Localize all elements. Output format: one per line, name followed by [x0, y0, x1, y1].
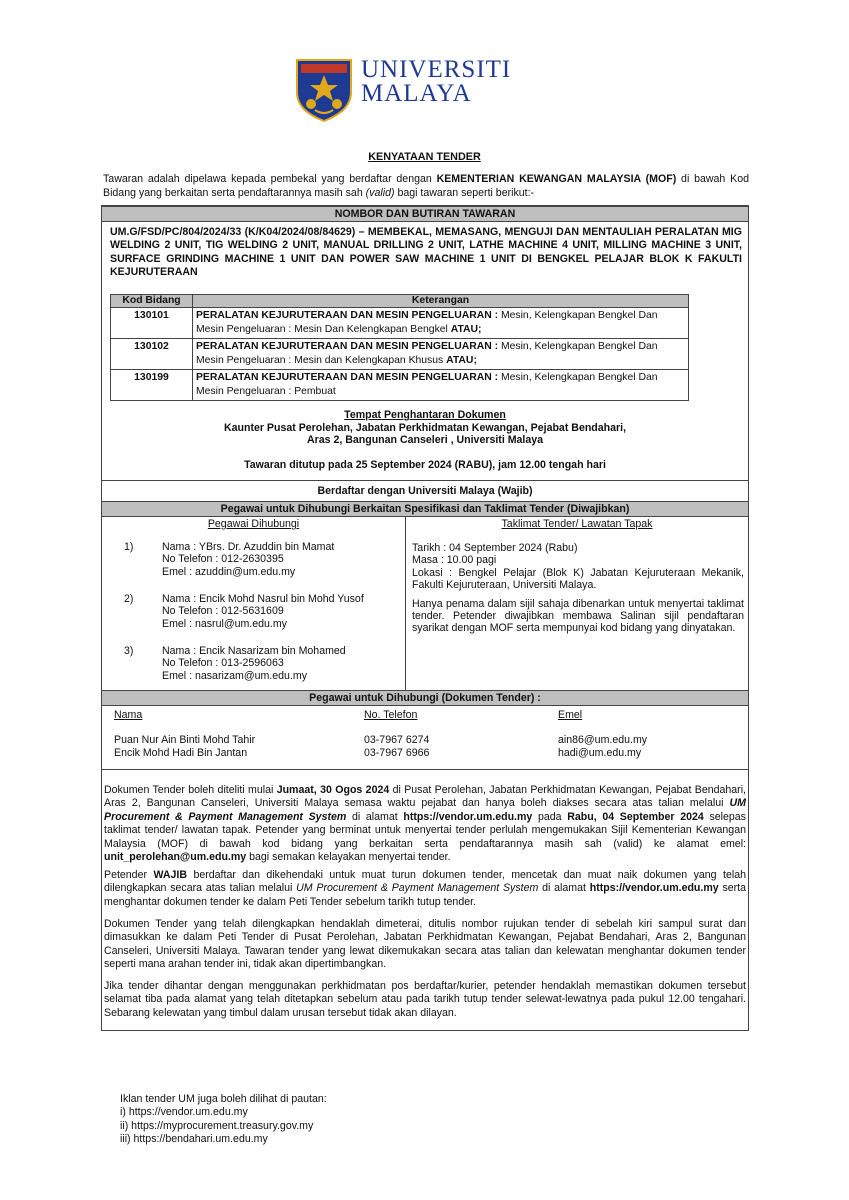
- code-row: [111, 308, 689, 339]
- divider: [102, 769, 748, 770]
- doc-contact-name: Puan Nur Ain Binti Mohd Tahir: [114, 734, 256, 746]
- paragraph-document-access: [104, 784, 746, 864]
- officer-entry: [114, 541, 404, 581]
- delivery-title: Tempat Penghantaran Dokumen: [344, 409, 506, 421]
- tender-section-header: NOMBOR DAN BUTIRAN TAWARAN: [102, 206, 748, 222]
- column-divider: [405, 517, 406, 690]
- footer-links: [120, 1093, 327, 1147]
- briefing-details: [412, 542, 744, 641]
- p2-wajib: WAJIB: [153, 869, 188, 881]
- university-crest-icon: [295, 58, 353, 122]
- officer-name: Nama : Encik Mohd Nasrul bin Mohd Yusof: [162, 593, 364, 605]
- logo-wordmark: [361, 58, 511, 106]
- doc-contacts-name-header: Nama: [114, 709, 143, 721]
- doc-contact-phone: 03-7967 6966: [364, 747, 430, 759]
- briefing-note: Hanya penama dalam sijil sahaja dibenarkan untuk menyertai taklimat tender. Petender diwajibkan membawa Salinan sijil pendaftaran syarikat dengan MOF serta mempunyai kod bidang yang dinyatakan.: [412, 597, 744, 635]
- p1-date: Jumaat, 30 Ogos 2024: [276, 784, 390, 796]
- officer-name: Nama : Encik Nasarizam bin Mohamed: [162, 645, 346, 657]
- p1-date-2: Rabu, 04 September 2024: [567, 810, 704, 823]
- p1-system: UM Procurement & Payment Management System: [104, 797, 746, 823]
- officer-phone: No Telefon : 012-2630395: [162, 553, 284, 566]
- doc-contacts-email-header: Emel: [558, 709, 583, 721]
- officer-email: Emel : nasarizam@um.edu.my: [162, 669, 307, 682]
- briefing-location: Lokasi : Bengkel Pelajar (Blok K) Jabatan Kejuruteraan Mekanik, Fakulti Kejuruteraan, Universiti Malaya.: [412, 566, 744, 592]
- code-suffix: ATAU;: [450, 324, 482, 335]
- p2-text: serta menghantar dokumen tender ke dalam Peti Tender sebelum tarikh tutup tender.: [104, 882, 747, 908]
- p2-system: UM Procurement & Payment Management System: [296, 882, 539, 895]
- closing-date: Tawaran ditutup pada 25 September 2024 (RABU), jam 12.00 tengah hari: [244, 459, 606, 471]
- p2-link: https://vendor.um.edu.my: [589, 882, 719, 895]
- p2-text: di alamat: [538, 882, 590, 895]
- code-description: [193, 339, 689, 370]
- contact-section-header: Pegawai untuk Dihubungi Berkaitan Spesifikasi dan Taklimat Tender (Diwajibkan): [102, 501, 748, 517]
- footer-link[interactable]: i) https://vendor.um.edu.my: [120, 1106, 248, 1119]
- tender-frame: [101, 205, 749, 1031]
- code-row: [111, 370, 689, 401]
- code-category: PERALATAN KEJURUTERAAN DAN MESIN PENGELUARAN :: [196, 310, 499, 321]
- officer-entry: [114, 593, 404, 633]
- intro-text-2: di bawah Kod Bidang yang berkaitan serta pendaftarannya masih sah: [103, 173, 749, 199]
- university-logo: [295, 58, 545, 122]
- code-description: [193, 370, 689, 401]
- code-row: [111, 339, 689, 370]
- delivery-line1: Kaunter Pusat Perolehan, Jabatan Perkhidmatan Kewangan, Pejabat Bendahari,: [223, 421, 627, 434]
- officer-email: Emel : azuddin@um.edu.my: [162, 565, 296, 578]
- p2-text: Petender: [104, 869, 154, 881]
- briefing-column-title: Taklimat Tender/ Lawatan Tapak: [501, 518, 653, 530]
- code-detail: Mesin, Kelengkapan Bengkel Dan Mesin Pengeluaran : Mesin dan Kelengkapan Khusus: [196, 341, 658, 366]
- code-category: PERALATAN KEJURUTERAAN DAN MESIN PENGELUARAN :: [196, 372, 499, 383]
- briefing-date: Tarikh : 04 September 2024 (Rabu): [412, 542, 578, 554]
- code-value: 130101: [111, 308, 193, 339]
- officer-number: 2): [124, 593, 134, 605]
- footer-link[interactable]: iii) https://bendahari.um.edu.my: [120, 1133, 268, 1146]
- paragraph-registration: [104, 869, 746, 909]
- delivery-location: [102, 409, 748, 447]
- code-value: 130199: [111, 370, 193, 401]
- logo-line2: MALAYA: [361, 80, 472, 107]
- intro-mof: KEMENTERIAN KEWANGAN MALAYSIA (MOF): [436, 173, 677, 185]
- delivery-line2: Aras 2, Bangunan Canseleri , Universiti Malaya: [306, 434, 544, 447]
- intro-text: Tawaran adalah dipelawa kepada pembekal yang berdaftar dengan: [103, 173, 437, 185]
- p1-email: unit_perolehan@um.edu.my: [104, 851, 247, 864]
- doc-contact-email: ain86@um.edu.my: [558, 734, 648, 746]
- officer-email: Emel : nasrul@um.edu.my: [162, 617, 287, 630]
- p1-text: di Pusat Perolehan, Jabatan Perkhidmatan Kewangan, Pejabat Bendahari, Aras 2, Bangunan Canseleri, Universiti Malaya semasa waktu pejabat dan hanya boleh diakses secara atas talian melalui: [104, 784, 746, 810]
- doc-contact-name: Encik Mohd Hadi Bin Jantan: [114, 747, 248, 759]
- p1-text: Dokumen Tender boleh diteliti mulai: [104, 784, 277, 796]
- code-table: [110, 294, 689, 401]
- divider: [102, 480, 748, 481]
- p2-text: berdaftar dan dikehendaki untuk muat turun dokumen tender, mencetak dan muat naik dokumen yang telah dilengkapkan secara atas talian melalui: [104, 869, 746, 895]
- p1-text: bagi semakan kelayakan menyertai tender.: [246, 851, 451, 864]
- officer-entry: [114, 645, 404, 685]
- officer-name: Nama : YBrs. Dr. Azuddin bin Mamat: [162, 541, 335, 553]
- p1-text: pada: [532, 810, 568, 823]
- code-description: [193, 308, 689, 339]
- page-heading: KENYATAAN TENDER: [368, 151, 481, 163]
- p1-link: https://vendor.um.edu.my: [403, 810, 533, 823]
- doc-contacts-phone-header: No. Telefon: [364, 709, 418, 721]
- officer-number: 3): [124, 645, 134, 657]
- paragraph-submission: Dokumen Tender yang telah dilengkapkan hendaklah dimeterai, ditulis nombor rujukan tender di sebelah kiri sampul surat dan dimasukkan ke dalam Peti Tender di Pusat Perolehan, Jabatan Perkhidmatan Kewangan, Pejabat Bendahari, Aras 2, Bangunan Canseleri, Universiti Malaya. Tawaran tender yang lewat dikemukakan secara atas talian dan kelewatan menghantar dokumen tender seperti mana arahan tender ini, tidak akan dipertimbangkan.: [104, 918, 746, 971]
- intro-valid: (valid): [365, 187, 395, 199]
- p1-text: selepas taklimat tender/ lawatan tapak. Petender yang berminat untuk menyertai tender perlulah mengemukakan Sijil Kementerian Kewangan Malaysia (MOF) di bawah kod bidang yang berkaitan serta pendaftarannya masih sah (valid) ke alamat emel:: [104, 810, 746, 850]
- code-value: 130102: [111, 339, 193, 370]
- code-category: PERALATAN KEJURUTERAAN DAN MESIN PENGELUARAN :: [196, 341, 499, 352]
- officer-number: 1): [124, 541, 134, 553]
- doc-contacts-header: Pegawai untuk Dihubungi (Dokumen Tender) :: [102, 690, 748, 706]
- doc-contact-email: hadi@um.edu.my: [558, 747, 642, 759]
- code-suffix: ATAU;: [446, 355, 477, 366]
- footer-intro: Iklan tender UM juga boleh dilihat di pautan:: [120, 1093, 327, 1105]
- doc-contact-phone: 03-7967 6274: [364, 734, 430, 746]
- code-detail: Mesin, Kelengkapan Bengkel Dan Mesin Pengeluaran : Pembuat: [196, 372, 658, 397]
- code-detail: Mesin, Kelengkapan Bengkel Dan Mesin Pengeluaran : Mesin Dan Kelengkapan Bengkel: [196, 310, 658, 335]
- tender-title: UM.G/FSD/PC/804/2024/33 (K/K04/2024/08/84629) – MEMBEKAL, MEMASANG, MENGUJI DAN MENTAULIAH PERALATAN MIG WELDING 2 UNIT, TIG WELDING 2 UNIT, MANUAL DRILLING 2 UNIT, LATHE MACHINE 4 UNIT, MILLING MACHINE 3 UNIT, SURFACE GRINDING MACHINE 1 UNIT DAN POWER SAW MACHINE 1 UNIT DI BENGKEL PELAJAR BLOK K FAKULTI KEJURUTERAAN: [110, 226, 742, 279]
- officer-phone: No Telefon : 013-2596063: [162, 657, 284, 670]
- paragraph-postal: Jika tender dihantar dengan menggunakan perkhidmatan pos berdaftar/kurier, petender hendaklah memastikan dokumen tersebut selamat tiba pada alamat yang telah ditetapkan sebelum atau pada tarikh tutup tender selewat-lewatnya pada pukul 12.00 tengahari. Sebarang kelewatan yang timbul dalam urusan tersebut tidak akan dilayan.: [104, 980, 746, 1019]
- footer-link[interactable]: ii) https://myprocurement.treasury.gov.my: [120, 1119, 314, 1132]
- logo-line1: UNIVERSITI: [361, 56, 512, 83]
- code-header: Kod Bidang: [111, 295, 193, 308]
- desc-header: Keterangan: [193, 295, 689, 308]
- officer-phone: No Telefon : 012-5631609: [162, 605, 284, 618]
- intro-text-3: bagi tawaran seperti berikut:-: [394, 187, 535, 199]
- code-table-header: [111, 295, 689, 308]
- officers-column-title: Pegawai Dihubungi: [207, 518, 300, 530]
- briefing-time: Masa : 10.00 pagi: [412, 554, 497, 567]
- p1-text: di alamat: [346, 810, 404, 823]
- registration-requirement: Berdaftar dengan Universiti Malaya (Wajib): [317, 485, 533, 497]
- intro-paragraph: [103, 172, 749, 200]
